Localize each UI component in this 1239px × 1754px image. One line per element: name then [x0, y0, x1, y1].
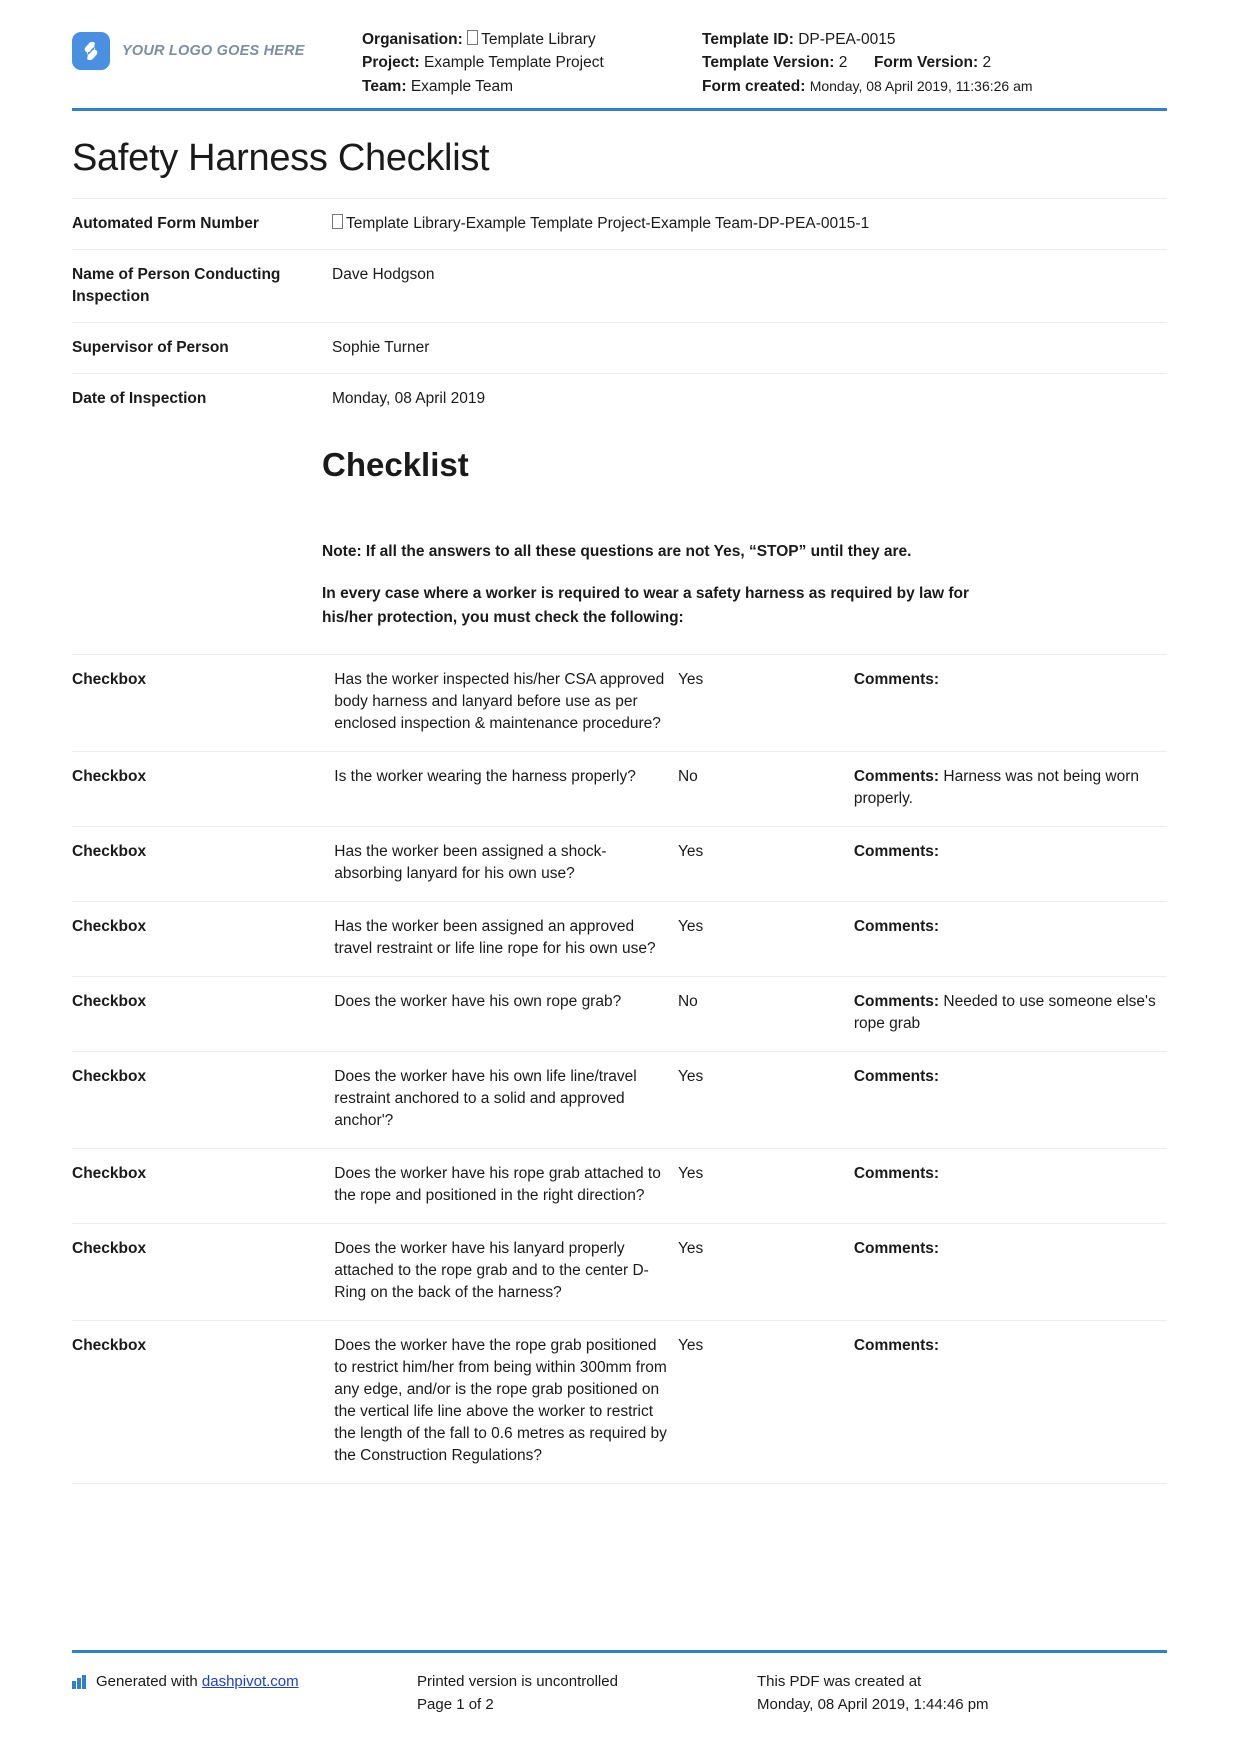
- organisation-line: [362, 28, 702, 51]
- row-answer: Yes: [677, 917, 704, 935]
- table-row: [72, 1148, 1167, 1223]
- note-line-1: Note: If all the answers to all these questions are not Yes, “STOP” until they are.: [322, 542, 912, 560]
- company-logo-icon: [72, 32, 110, 70]
- row-question: Does the worker have the rope grab positioned to restrict him/her from being within 300mm from any edge, and/or is the rope grab positioned on the vertical life line above the worker to restrict the length of the fall to 0.6 metres as required by the Construction Regulations?: [334, 1336, 667, 1464]
- info-label: Date of Inspection: [72, 389, 207, 407]
- template-id-label: Template ID:: [702, 31, 794, 48]
- info-value-text: Template Library-Example Template Project-Example Team-DP-PEA-0015-1: [346, 214, 870, 232]
- row-answer: Yes: [677, 1067, 704, 1085]
- comments-label: Comments:: [853, 1067, 940, 1085]
- table-row: [72, 1051, 1167, 1148]
- row-question: Does the worker have his own rope grab?: [334, 992, 622, 1010]
- row-type-label: Checkbox: [72, 992, 147, 1010]
- project-label: Project:: [362, 54, 420, 72]
- info-value: Dave Hodgson: [332, 265, 435, 283]
- missing-glyph-icon: [332, 214, 343, 229]
- row-comments: [854, 1051, 1167, 1148]
- page-number: Page 1 of 2: [417, 1695, 494, 1713]
- row-answer: Yes: [677, 1239, 704, 1257]
- table-row: [72, 322, 1167, 373]
- row-comments: [854, 976, 1167, 1051]
- checklist-table: [72, 654, 1167, 1484]
- row-question: Has the worker inspected his/her CSA approved body harness and lanyard before use as per enclosed inspection & maintenance procedure?: [334, 670, 665, 732]
- row-question: Does the worker have his lanyard properly attached to the rope grab and to the center D-Ring on the back of the harness?: [334, 1239, 649, 1301]
- project-value: Example Template Project: [424, 54, 604, 72]
- template-id-line: [702, 28, 1167, 51]
- missing-glyph-icon: [467, 30, 478, 45]
- comments-label: Comments:: [853, 917, 940, 935]
- row-type-label: Checkbox: [72, 842, 147, 860]
- row-question: Has the worker been assigned a shock-absorbing lanyard for his own use?: [334, 842, 607, 882]
- form-created-label: Form created:: [702, 77, 806, 95]
- table-row: [72, 373, 1167, 424]
- row-comments: [854, 1148, 1167, 1223]
- pdf-created-label: This PDF was created at: [757, 1673, 922, 1690]
- logo-text: YOUR LOGO GOES HERE: [122, 43, 305, 59]
- comments-label: Comments:: [853, 1164, 940, 1182]
- table-row: [72, 976, 1167, 1051]
- section-heading-checklist: Checklist: [322, 445, 469, 483]
- bar-chart-icon: [72, 1674, 88, 1697]
- table-row: [72, 249, 1167, 322]
- row-comments: [854, 654, 1167, 751]
- footer-pdf-created: [757, 1671, 1167, 1716]
- form-created-line: [702, 75, 1167, 98]
- info-value: Sophie Turner: [332, 338, 430, 356]
- logo-block: [72, 18, 362, 70]
- printed-notice: Printed version is uncontrolled: [417, 1673, 618, 1690]
- page-title: Safety Harness Checklist: [72, 136, 490, 179]
- comments-label: Comments:: [853, 1239, 940, 1257]
- comments-label: Comments:: [853, 670, 940, 688]
- organisation-value: Template Library: [481, 31, 596, 48]
- footer-print-notice: [417, 1671, 757, 1716]
- comments-label: Comments:: [853, 767, 940, 785]
- team-value: Example Team: [410, 77, 514, 95]
- row-answer: Yes: [677, 1336, 704, 1354]
- template-version-label: Template Version:: [702, 54, 835, 72]
- row-question: Is the worker wearing the harness properly?: [334, 767, 636, 785]
- form-version-value: 2: [982, 54, 992, 72]
- project-line: [362, 51, 702, 74]
- row-type-label: Checkbox: [72, 1067, 147, 1085]
- info-value: [332, 198, 1167, 249]
- row-answer: Yes: [677, 670, 704, 688]
- row-answer: Yes: [677, 842, 704, 860]
- table-row: [72, 1320, 1167, 1483]
- header-meta-left: [362, 18, 702, 98]
- table-row: [72, 751, 1167, 826]
- row-comments: [854, 826, 1167, 901]
- footer-generated-text: [96, 1671, 299, 1694]
- form-created-value: Monday, 08 April 2019, 11:36:26 am: [809, 77, 1033, 94]
- document-footer: [0, 1650, 1239, 1716]
- form-version-label: Form Version:: [873, 54, 979, 72]
- row-question: Does the worker have his own life line/travel restraint anchored to a solid and approved anchor'?: [334, 1067, 637, 1129]
- generated-prefix: Generated with: [96, 1673, 198, 1690]
- template-id-value: DP-PEA-0015: [798, 31, 896, 48]
- team-label: Team:: [362, 77, 407, 95]
- row-type-label: Checkbox: [72, 1239, 147, 1257]
- header-meta-right: [702, 18, 1167, 98]
- row-comments: [854, 1223, 1167, 1320]
- comments-text: Harness was not being worn properly.: [853, 767, 1139, 807]
- checklist-notes: [72, 494, 1167, 638]
- info-value: Monday, 08 April 2019: [332, 389, 486, 407]
- pdf-created-value: Monday, 08 April 2019, 1:44:46 pm: [757, 1695, 989, 1713]
- team-line: [362, 75, 702, 98]
- table-row: [72, 1223, 1167, 1320]
- row-answer: No: [677, 767, 698, 785]
- footer-divider: [72, 1650, 1167, 1653]
- info-label: Supervisor of Person: [72, 338, 229, 356]
- organisation-label: Organisation:: [362, 31, 463, 48]
- document-header: [0, 0, 1239, 98]
- row-type-label: Checkbox: [72, 917, 147, 935]
- comments-text: Needed to use someone else's rope grab: [853, 992, 1156, 1032]
- table-row: [72, 654, 1167, 751]
- row-comments: [854, 751, 1167, 826]
- row-comments: [854, 1320, 1167, 1483]
- row-type-label: Checkbox: [72, 670, 147, 688]
- table-row: [72, 826, 1167, 901]
- template-version-value: 2: [838, 54, 848, 72]
- comments-label: Comments:: [853, 1336, 940, 1354]
- footer-generated-with: [72, 1671, 417, 1716]
- row-answer: Yes: [677, 1164, 704, 1182]
- row-question: Does the worker have his rope grab attached to the rope and positioned in the right direction?: [334, 1164, 661, 1204]
- table-row: [72, 901, 1167, 976]
- form-info-table: [72, 198, 1167, 424]
- row-question: Has the worker been assigned an approved travel restraint or life line rope for his own use?: [334, 917, 656, 957]
- row-type-label: Checkbox: [72, 767, 147, 785]
- note-line-2: In every case where a worker is required to wear a safety harness as required by law for his/her protection, you must check the following:: [322, 584, 969, 626]
- row-answer: No: [677, 992, 698, 1010]
- comments-label: Comments:: [853, 842, 940, 860]
- row-comments: [854, 901, 1167, 976]
- comments-label: Comments:: [853, 992, 940, 1010]
- info-label: Automated Form Number: [72, 214, 259, 232]
- row-type-label: Checkbox: [72, 1164, 147, 1182]
- info-label: Name of Person Conducting Inspection: [72, 265, 281, 305]
- dashpivot-link[interactable]: dashpivot.com: [201, 1673, 299, 1690]
- row-type-label: Checkbox: [72, 1336, 147, 1354]
- table-row: [72, 198, 1167, 249]
- version-line: [702, 51, 1167, 74]
